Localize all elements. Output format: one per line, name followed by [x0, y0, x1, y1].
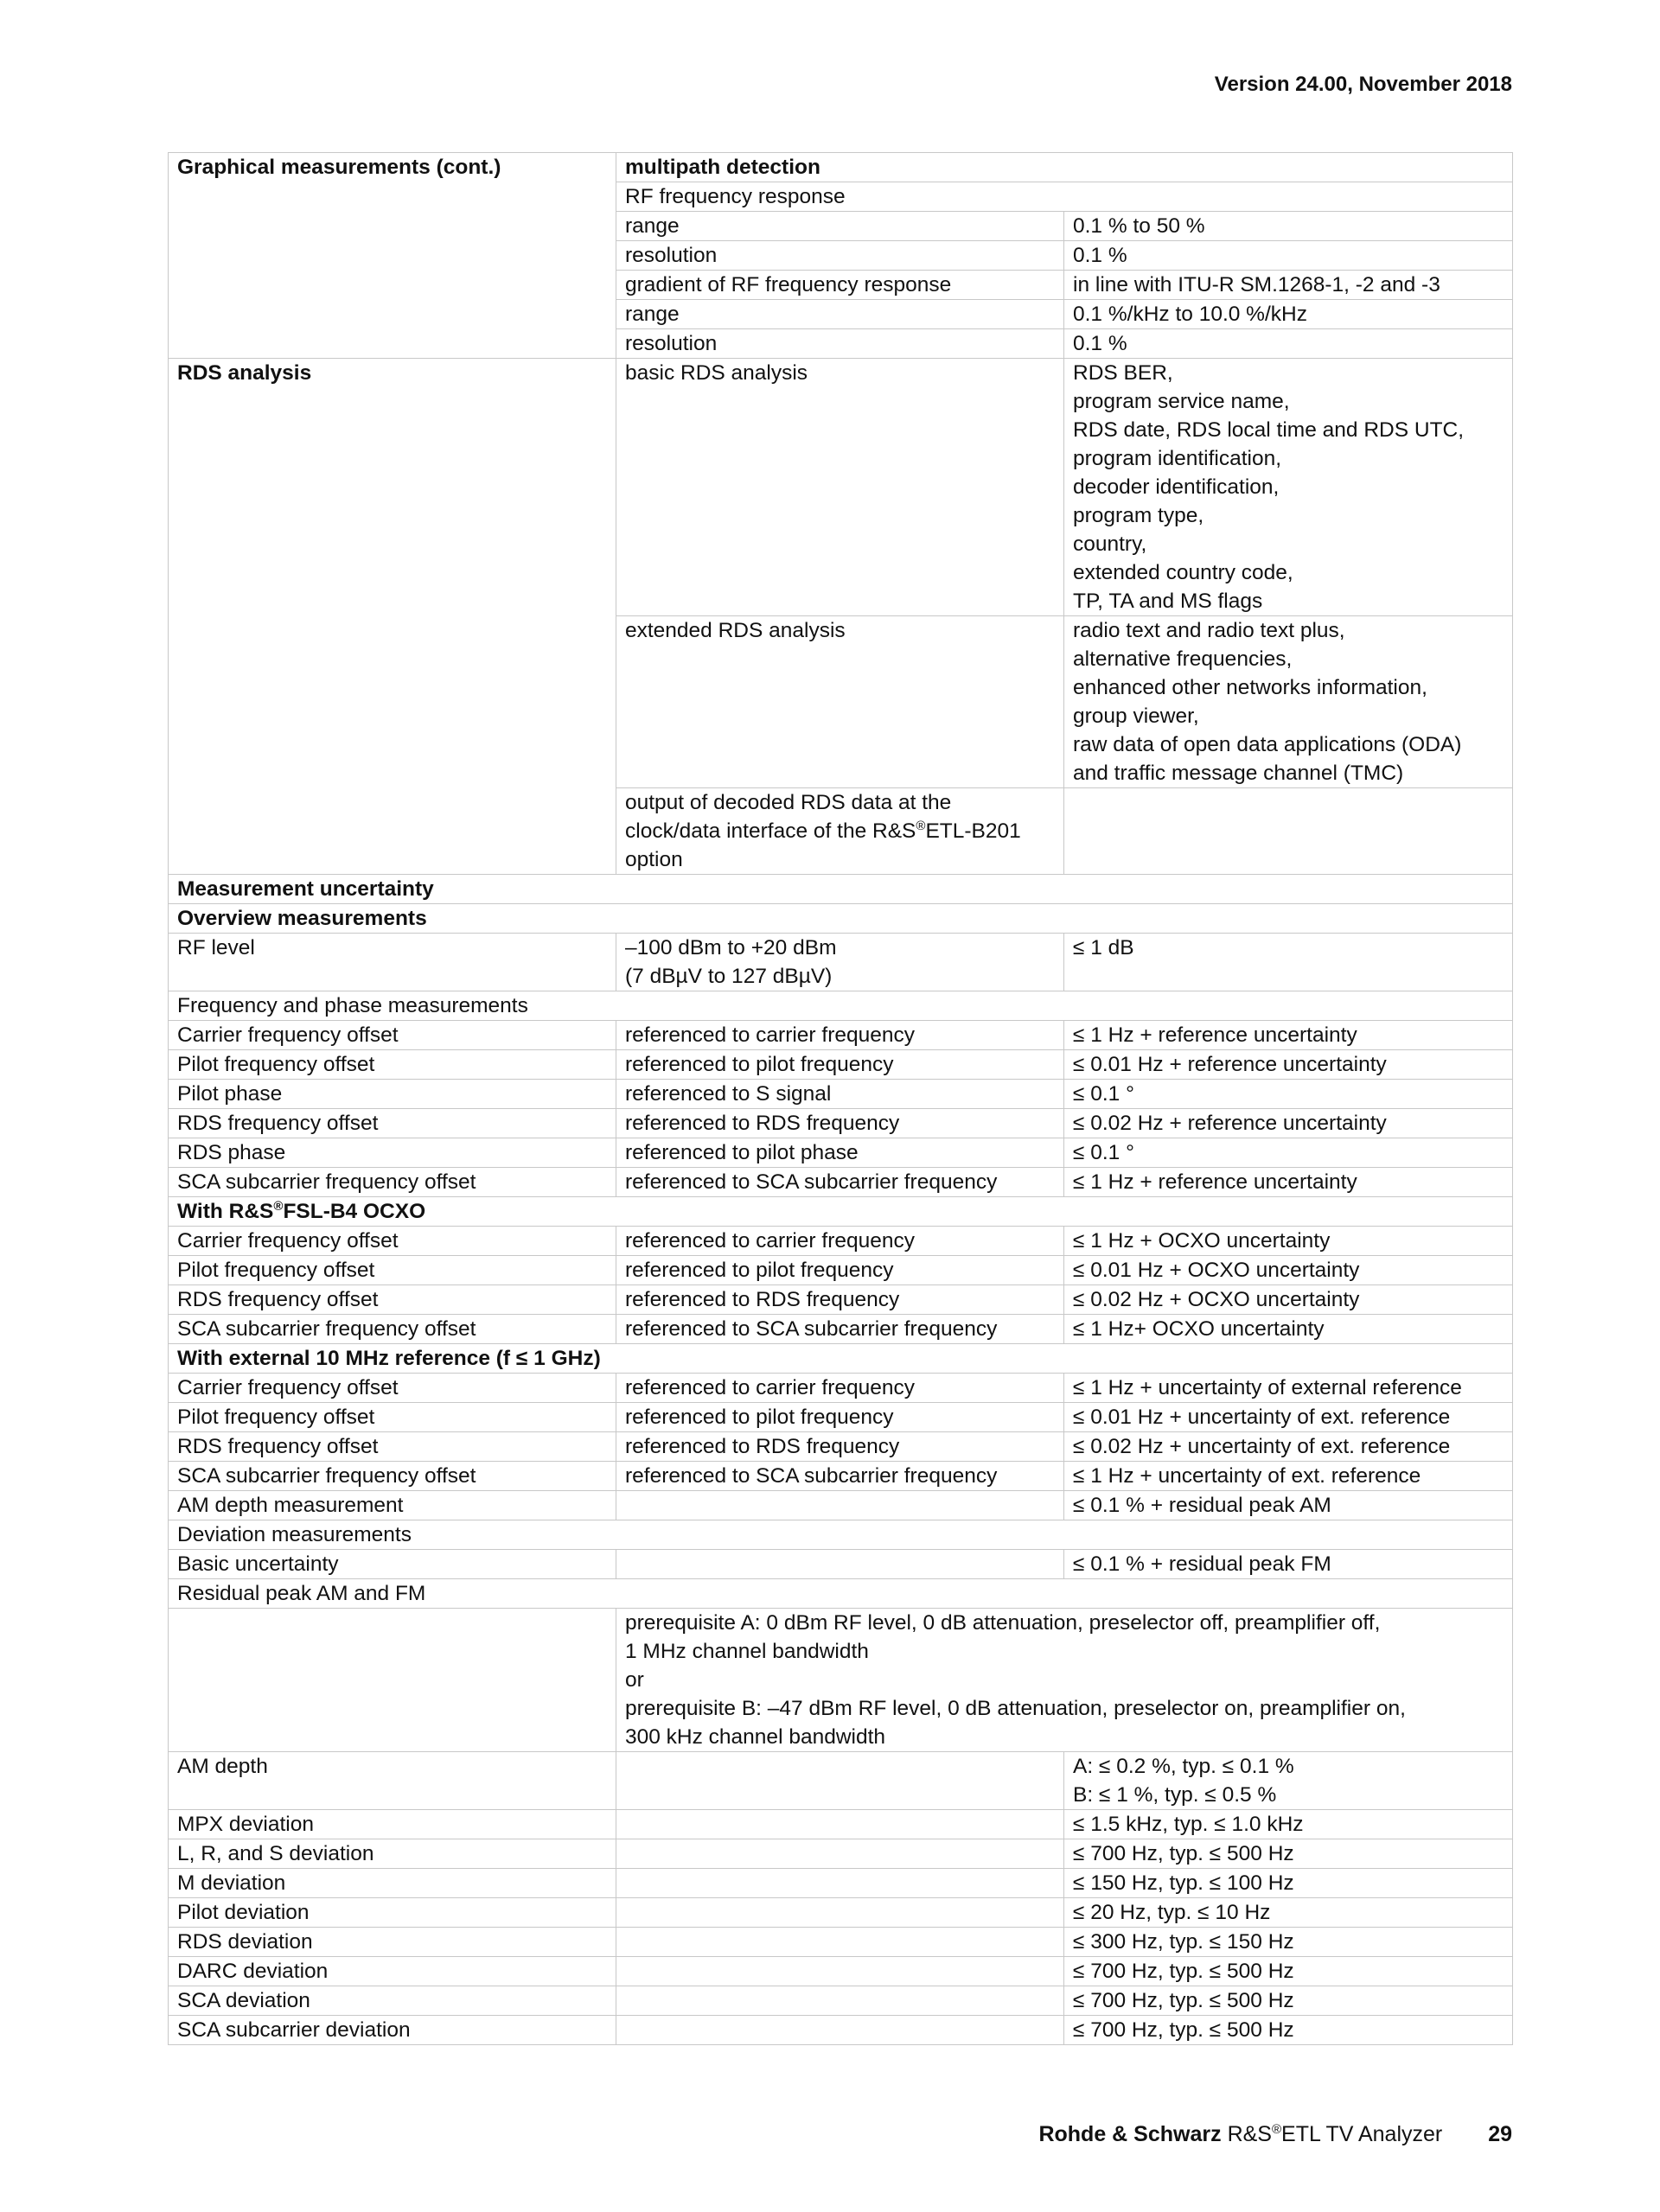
text-fragment: With R&S [177, 1200, 274, 1223]
cell-value-list [1064, 359, 1513, 616]
cell-value: ≤ 1 Hz + reference uncertainty [1064, 1168, 1513, 1197]
cell-condition [616, 1810, 1064, 1839]
prerequisites-cell [616, 1609, 1513, 1752]
section-heading: Measurement uncertainty [169, 875, 1513, 904]
cell-condition [616, 1928, 1064, 1957]
table-row [169, 1752, 1513, 1810]
table-row [169, 2016, 1513, 2045]
cell-value: ≤ 20 Hz, typ. ≤ 10 Hz [1064, 1898, 1513, 1928]
group-heading-ext-ref: With external 10 MHz reference (f ≤ 1 GHz) [169, 1344, 1513, 1374]
cell-parameter: Carrier frequency offset [169, 1374, 616, 1403]
cell-condition: referenced to RDS frequency [616, 1109, 1064, 1138]
section-label-graphical: Graphical measurements (cont.) [169, 153, 616, 359]
cell-value-list [1064, 616, 1513, 788]
table-row [169, 1869, 1513, 1898]
table-row [169, 1957, 1513, 1986]
table-row [169, 1227, 1513, 1256]
cell-parameter: DARC deviation [169, 1957, 616, 1986]
section-heading: Overview measurements [169, 904, 1513, 934]
list-item: decoder identification, [1073, 475, 1280, 499]
table-row [169, 1609, 1513, 1752]
cell-condition: extended RDS analysis [616, 616, 1064, 788]
cell-parameter: SCA deviation [169, 1986, 616, 2016]
cell-value: ≤ 1 Hz + OCXO uncertainty [1064, 1227, 1513, 1256]
cell-value: ≤ 1 Hz + uncertainty of external reference [1064, 1374, 1513, 1403]
cell-parameter: RDS frequency offset [169, 1285, 616, 1315]
text-line: prerequisite A: 0 dBm RF level, 0 dB attenuation, preselector off, preamplifier off, [625, 1611, 1381, 1635]
text-fragment: R&S [1227, 2122, 1272, 2146]
cell-value: ≤ 0.01 Hz + OCXO uncertainty [1064, 1256, 1513, 1285]
registered-mark: ® [273, 1199, 284, 1214]
text-fragment: FSL-B4 OCXO [283, 1200, 426, 1223]
table-row [169, 1374, 1513, 1403]
cell-value: in line with ITU-R SM.1268-1, -2 and -3 [1064, 271, 1513, 300]
table-row [169, 1898, 1513, 1928]
cell-condition: referenced to carrier frequency [616, 1227, 1064, 1256]
cell-condition [616, 1957, 1064, 1986]
list-item: raw data of open data applications (ODA) [1073, 733, 1462, 756]
cell-value: 0.1 % [1064, 241, 1513, 271]
cell-parameter: RDS deviation [169, 1928, 616, 1957]
cell-parameter: SCA subcarrier frequency offset [169, 1315, 616, 1344]
cell-parameter: Basic uncertainty [169, 1550, 616, 1579]
list-item: extended country code, [1073, 561, 1293, 584]
text-line: or [625, 1668, 644, 1692]
table-row [169, 1256, 1513, 1285]
cell-condition: basic RDS analysis [616, 359, 1064, 616]
cell-condition [616, 1752, 1064, 1810]
cell-parameter: SCA subcarrier deviation [169, 2016, 616, 2045]
cell-condition: referenced to carrier frequency [616, 1374, 1064, 1403]
cell-parameter: Carrier frequency offset [169, 1227, 616, 1256]
cell-condition: range [616, 300, 1064, 329]
cell-parameter: M deviation [169, 1869, 616, 1898]
cell-value: ≤ 700 Hz, typ. ≤ 500 Hz [1064, 1986, 1513, 2016]
page-number: 29 [1488, 2122, 1512, 2146]
table-row [169, 1050, 1513, 1080]
cell-parameter: Pilot phase [169, 1080, 616, 1109]
list-item: enhanced other networks information, [1073, 676, 1427, 699]
text-line: option [625, 848, 683, 871]
cell-parameter [169, 1609, 616, 1752]
cell-condition: referenced to SCA subcarrier frequency [616, 1315, 1064, 1344]
list-item: RDS BER, [1073, 361, 1173, 385]
cell-value: ≤ 1.5 kHz, typ. ≤ 1.0 kHz [1064, 1810, 1513, 1839]
group-heading: Frequency and phase measurements [169, 991, 1513, 1021]
cell-condition [616, 1839, 1064, 1869]
table-row [169, 1344, 1513, 1374]
table-row [169, 1403, 1513, 1432]
table-row [169, 1491, 1513, 1520]
cell-value: ≤ 0.1 ° [1064, 1080, 1513, 1109]
cell-value: ≤ 700 Hz, typ. ≤ 500 Hz [1064, 1957, 1513, 1986]
list-item: and traffic message channel (TMC) [1073, 762, 1404, 785]
text-line: (7 dBµV to 127 dBµV) [625, 965, 833, 988]
cell-value: ≤ 0.1 % + residual peak FM [1064, 1550, 1513, 1579]
cell-condition: range [616, 212, 1064, 241]
table-row [169, 1520, 1513, 1550]
cell-parameter: RF level [169, 934, 616, 991]
text-line: 300 kHz channel bandwidth [625, 1725, 886, 1749]
list-item: program type, [1073, 504, 1204, 527]
cell-value: ≤ 150 Hz, typ. ≤ 100 Hz [1064, 1869, 1513, 1898]
text-line: prerequisite B: –47 dBm RF level, 0 dB attenuation, preselector on, preamplifier on, [625, 1697, 1406, 1720]
list-item: radio text and radio text plus, [1073, 619, 1345, 642]
cell-condition [616, 934, 1064, 991]
table-row [169, 1109, 1513, 1138]
cell-condition: referenced to pilot frequency [616, 1256, 1064, 1285]
text-line [625, 817, 1063, 845]
table-row [169, 875, 1513, 904]
text-line: 1 MHz channel bandwidth [625, 1640, 869, 1663]
cell-value [1064, 788, 1513, 875]
cell-condition: resolution [616, 241, 1064, 271]
cell-condition [616, 1986, 1064, 2016]
cell-value: 0.1 %/kHz to 10.0 %/kHz [1064, 300, 1513, 329]
cell-value: ≤ 0.1 ° [1064, 1138, 1513, 1168]
text-line: B: ≤ 1 %, typ. ≤ 0.5 % [1073, 1783, 1277, 1807]
cell-parameter: Pilot frequency offset [169, 1050, 616, 1080]
group-heading-ocxo [169, 1197, 1513, 1227]
cell-condition [616, 1869, 1064, 1898]
table-row [169, 1986, 1513, 2016]
text-line: output of decoded RDS data at the [625, 791, 952, 814]
cell-condition [616, 788, 1064, 875]
text-line: –100 dBm to +20 dBm [625, 936, 837, 959]
table-row [169, 1138, 1513, 1168]
table-row [169, 1579, 1513, 1609]
cell-value: 0.1 % to 50 % [1064, 212, 1513, 241]
group-heading: Deviation measurements [169, 1520, 1513, 1550]
table-row [169, 1197, 1513, 1227]
table-row [169, 1021, 1513, 1050]
table-row [169, 1550, 1513, 1579]
cell-value: ≤ 0.02 Hz + reference uncertainty [1064, 1109, 1513, 1138]
table-row [169, 991, 1513, 1021]
cell-value: ≤ 700 Hz, typ. ≤ 500 Hz [1064, 1839, 1513, 1869]
cell-value: ≤ 700 Hz, typ. ≤ 500 Hz [1064, 2016, 1513, 2045]
list-item: program identification, [1073, 447, 1282, 470]
cell-parameter: AM depth measurement [169, 1491, 616, 1520]
cell-condition: referenced to pilot frequency [616, 1403, 1064, 1432]
list-item: TP, TA and MS flags [1073, 590, 1263, 613]
cell-value: ≤ 0.01 Hz + uncertainty of ext. reference [1064, 1403, 1513, 1432]
table-row [169, 359, 1513, 616]
cell-condition: gradient of RF frequency response [616, 271, 1064, 300]
footer-brand: Rohde & Schwarz [1038, 2122, 1222, 2146]
cell-value: ≤ 1 Hz+ OCXO uncertainty [1064, 1315, 1513, 1344]
row-heading: RF frequency response [616, 182, 1513, 212]
list-item: alternative frequencies, [1073, 647, 1293, 671]
table-row [169, 1462, 1513, 1491]
cell-value: ≤ 0.1 % + residual peak AM [1064, 1491, 1513, 1520]
cell-value: ≤ 1 Hz + uncertainty of ext. reference [1064, 1462, 1513, 1491]
table-row [169, 1432, 1513, 1462]
cell-parameter: RDS frequency offset [169, 1109, 616, 1138]
table-row [169, 1285, 1513, 1315]
cell-parameter: L, R, and S deviation [169, 1839, 616, 1869]
table-row [169, 1315, 1513, 1344]
text-fragment: ETL-B201 [925, 819, 1021, 843]
table-row [169, 1168, 1513, 1197]
cell-parameter: Pilot frequency offset [169, 1403, 616, 1432]
table-row [169, 934, 1513, 991]
registered-mark: ® [916, 819, 926, 833]
text-fragment: ETL TV Analyzer [1281, 2122, 1443, 2146]
cell-parameter: MPX deviation [169, 1810, 616, 1839]
cell-parameter: RDS phase [169, 1138, 616, 1168]
cell-condition [616, 1491, 1064, 1520]
cell-value: ≤ 0.01 Hz + reference uncertainty [1064, 1050, 1513, 1080]
cell-parameter: RDS frequency offset [169, 1432, 616, 1462]
cell-condition: referenced to SCA subcarrier frequency [616, 1168, 1064, 1197]
spec-table [168, 152, 1513, 2045]
table-row [169, 904, 1513, 934]
cell-condition: referenced to S signal [616, 1080, 1064, 1109]
cell-condition: referenced to pilot phase [616, 1138, 1064, 1168]
list-item: group viewer, [1073, 704, 1199, 728]
list-item: country, [1073, 532, 1147, 556]
section-label-rds: RDS analysis [169, 359, 616, 875]
version-header: Version 24.00, November 2018 [1214, 73, 1512, 96]
text-line: A: ≤ 0.2 %, typ. ≤ 0.1 % [1073, 1755, 1294, 1778]
cell-condition: referenced to RDS frequency [616, 1285, 1064, 1315]
cell-condition [616, 2016, 1064, 2045]
cell-parameter: SCA subcarrier frequency offset [169, 1462, 616, 1491]
cell-parameter: SCA subcarrier frequency offset [169, 1168, 616, 1197]
table-row [169, 1080, 1513, 1109]
row-heading: multipath detection [616, 153, 1513, 182]
cell-value: ≤ 0.02 Hz + OCXO uncertainty [1064, 1285, 1513, 1315]
table-row [169, 1810, 1513, 1839]
cell-value: ≤ 300 Hz, typ. ≤ 150 Hz [1064, 1928, 1513, 1957]
cell-value: ≤ 1 Hz + reference uncertainty [1064, 1021, 1513, 1050]
cell-condition: referenced to carrier frequency [616, 1021, 1064, 1050]
cell-parameter: Pilot deviation [169, 1898, 616, 1928]
cell-parameter: Pilot frequency offset [169, 1256, 616, 1285]
footer-product [1228, 2122, 1443, 2146]
table-row [169, 1928, 1513, 1957]
page-footer [1038, 2122, 1512, 2147]
cell-value: ≤ 1 dB [1064, 934, 1513, 991]
cell-value: 0.1 % [1064, 329, 1513, 359]
list-item: RDS date, RDS local time and RDS UTC, [1073, 418, 1465, 442]
cell-value: ≤ 0.02 Hz + uncertainty of ext. reference [1064, 1432, 1513, 1462]
cell-parameter: Carrier frequency offset [169, 1021, 616, 1050]
cell-parameter: AM depth [169, 1752, 616, 1810]
cell-condition: referenced to pilot frequency [616, 1050, 1064, 1080]
cell-condition [616, 1550, 1064, 1579]
group-heading: Residual peak AM and FM [169, 1579, 1513, 1609]
registered-mark: ® [1271, 2122, 1282, 2137]
table-row [169, 1839, 1513, 1869]
table-row [169, 153, 1513, 182]
cell-condition: referenced to RDS frequency [616, 1432, 1064, 1462]
text-fragment: clock/data interface of the R&S [625, 819, 916, 843]
cell-condition: resolution [616, 329, 1064, 359]
cell-value [1064, 1752, 1513, 1810]
cell-condition: referenced to SCA subcarrier frequency [616, 1462, 1064, 1491]
cell-condition [616, 1898, 1064, 1928]
list-item: program service name, [1073, 390, 1290, 413]
